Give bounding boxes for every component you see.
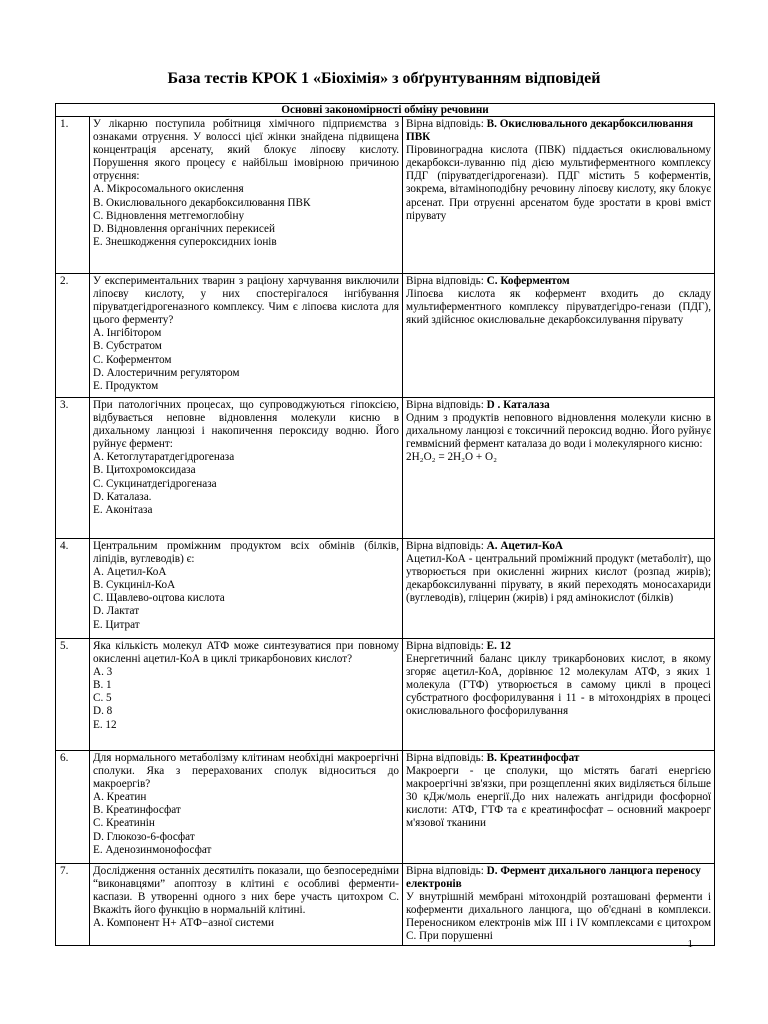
- answer-label: Вірна відповідь:: [406, 640, 484, 652]
- answer-option: A. Креатин: [93, 791, 147, 804]
- question-text: Центральним проміжним продуктом всіх обмінів (білків, ліпідів, вуглеводів) є:: [93, 540, 399, 566]
- question-text: У лікарню поступила робітниця хімічного підприємства з ознаками отруєння. У волоссі цієї жінки знайдена підвищена концентрація арсенату, який блокує ліпоєву кислоту. Порушення якого процесу є найбільш імовірною причиною отруєння:: [93, 118, 399, 183]
- question-cell: [90, 539, 403, 639]
- answer-line: [406, 752, 711, 765]
- question-cell: [90, 398, 403, 539]
- answer-cell: [403, 639, 715, 751]
- answer-option: A. 3: [93, 666, 113, 679]
- answer-option: D. Лактат: [93, 605, 140, 618]
- answer-option: C. 5: [93, 692, 112, 705]
- answer-option: A. Компонент Н+ АТФ−азної системи: [93, 917, 274, 930]
- answer-option: B. Креатинфосфат: [93, 804, 181, 817]
- document-title: База тестів КРОК 1 «Біохімія» з обґрунтуванням відповідей: [167, 70, 601, 87]
- answer-option: E. Продуктом: [93, 379, 159, 392]
- answer-option: B. Субстратом: [93, 340, 162, 353]
- question-row: [56, 398, 715, 539]
- answer-cell: [403, 398, 715, 539]
- answer-option: D. Відновлення органічних перекисей: [93, 222, 275, 235]
- answer-option: A. Інгібітором: [93, 327, 162, 340]
- answer-option: C. Креатинін: [93, 817, 155, 830]
- question-row: [56, 117, 715, 274]
- answer-option: D. Глюкозо-6-фосфат: [93, 830, 195, 843]
- answer-option: A. Мікросомального окислення: [93, 183, 244, 196]
- page-number: 1: [687, 938, 693, 950]
- test-table: [55, 103, 715, 946]
- question-text: Яка кількість молекул АТФ може синтезуватися при повному окисленні ацетил-КоА в циклі трикарбонових кислот?: [93, 640, 399, 666]
- question-number: 7.: [56, 864, 90, 946]
- question-number: 4.: [56, 539, 90, 639]
- question-number: 6.: [56, 751, 90, 864]
- question-number: 3.: [56, 398, 90, 539]
- correct-answer: A. Ацетил-КоА: [486, 540, 564, 552]
- answer-cell: [403, 751, 715, 864]
- answer-line: [406, 399, 711, 412]
- question-text: При патологічних процесах, що супроводжуються гіпоксією, відбувається неповне відновлення молекули кисню в дихальному ланцюзі і накопичення пероксиду водню. Його руйнує фермент:: [93, 399, 399, 451]
- question-cell: [90, 864, 403, 946]
- answer-option: B. 1: [93, 679, 112, 692]
- answer-option: C. Сукцинатдегідрогеназа: [93, 477, 217, 490]
- correct-answer: E. 12: [486, 640, 511, 652]
- question-row: [56, 274, 715, 398]
- question-row: [56, 751, 715, 864]
- answer-option: B. Окислювального декарбоксилювання ПВК: [93, 196, 311, 209]
- answer-option: C. Коферментом: [93, 353, 172, 366]
- chemical-formula: 2H₂O₂ = 2H₂O + O₂: [406, 451, 497, 464]
- section-title: Основні закономірності обміну речовини: [56, 104, 715, 117]
- correct-answer: D. Фермент дихального ланцюга переносу електронів: [406, 865, 701, 891]
- answer-option: E. Знешкодження супероксидних іонів: [93, 235, 277, 248]
- correct-answer: B. Креатинфосфат: [486, 752, 580, 764]
- answer-option: E. Аденозинмонофосфат: [93, 843, 212, 856]
- question-row: [56, 539, 715, 639]
- question-cell: [90, 751, 403, 864]
- question-row: [56, 639, 715, 751]
- question-cell: [90, 117, 403, 274]
- answer-explanation: Ацетил-КоА - центральний проміжний продукт (метаболіт), що утворюється при окисленні жирних кислот (розпад жирів); декарбоксилуванні пірувату, в який переходять моносахариди (вуглеводів), гліцерин (жирів) і ряд амінокислот (білків): [406, 553, 712, 605]
- answer-cell: [403, 274, 715, 398]
- question-text: Для нормального метаболізму клітинам необхідні макроергічні сполуки. Яка з перерахованих сполук відноситься до макроергів?: [93, 752, 399, 791]
- question-number: 2.: [56, 274, 90, 398]
- answer-option: C. Щавлево-оцтова кислота: [93, 592, 225, 605]
- question-text: Дослідження останніх десятиліть показали, що безпосередніми “виконавцями” апоптозу в клітині є особливі ферменти-каспази. В утворенні одного з них бере участь цитохром С. Вкажіть його функцію в нормальній клітині.: [93, 865, 399, 917]
- question-cell: [90, 639, 403, 751]
- answer-cell: [403, 864, 715, 946]
- answer-explanation: У внутрішній мембрані мітохондрій розташовані ферменти і коферменти дихального ланцюга, що об'єднані в комплекси. Переносником електронів між III і IV комплексами є цитохром С. При порушенні: [406, 891, 712, 943]
- answer-line: [406, 640, 711, 653]
- answer-label: Вірна відповідь:: [406, 752, 484, 764]
- answer-explanation: Піровиноградна кислота (ПВК) піддається окислювальному декарбокси-луванню під дією мультиферментного комплексу ПДГ (піруватдегідрогенази). ПДГ містить 5 коферментів, зокрема, вітаміноподібну речовину ліпоєву кислоту, яку блокує арсенат. При отруєнні арсенатом буде зростати в крові вміст пірувату: [406, 144, 712, 222]
- answer-explanation: Ліпоєва кислота як кофермент входить до складу мультиферментного комплексу піруватдегідро-генази (ПДГ), який здійснює окислювальне декарбоксилування пірувату: [406, 288, 712, 327]
- answer-option: E. Аконітаза: [93, 503, 153, 516]
- section-header-row: [56, 104, 715, 117]
- answer-explanation: Енергетичний баланс циклу трикарбонових кислот, в якому згоряє ацетил-КоА, дорівнює 12 молекулам АТФ, з яких 1 молекула (ГТФ) утворюється в самому циклі в процесі субстратного фосфорилування і 11 - в мітохондріях в процесі окислювального фосфорилування: [406, 653, 712, 718]
- correct-answer: C. Коферментом: [486, 275, 570, 287]
- answer-option: B. Цитохромоксидаза: [93, 464, 196, 477]
- question-rows: [56, 117, 715, 946]
- answer-label: Вірна відповідь:: [406, 399, 484, 411]
- answer-option: B. Сукциніл-КоА: [93, 579, 176, 592]
- answer-label: Вірна відповідь:: [406, 275, 484, 287]
- answer-option: E. Цитрат: [93, 618, 140, 631]
- question-text: У експериментальних тварин з раціону харчування виключили ліпоєву кислоту, у них спостерігалося інгібування піруватдегідрогеназного комплексу. Чим є ліпоєва кислота для цього ферменту?: [93, 275, 399, 327]
- answer-option: D. Алостеричним регулятором: [93, 366, 240, 379]
- answer-option: A. Кетоглутаратдегідрогеназа: [93, 451, 235, 464]
- answer-cell: [403, 539, 715, 639]
- answer-option: C. Відновлення метгемоглобіну: [93, 209, 245, 222]
- answer-line: [406, 540, 711, 553]
- answer-option: D. 8: [93, 705, 113, 718]
- correct-answer: D . Каталаза: [486, 399, 550, 411]
- answer-label: Вірна відповідь:: [406, 118, 484, 130]
- question-row: [56, 864, 715, 946]
- answer-line: [406, 865, 711, 891]
- answer-option: E. 12: [93, 718, 117, 731]
- answer-explanation: Одним з продуктів неповного відновлення молекули кисню в дихальному ланцюзі є токсичний пероксид водню. Його руйнує гемвмісний фермент каталаза до води і молекулярного кисню:: [406, 412, 712, 451]
- answer-line: [406, 118, 711, 144]
- correct-answer: B. Окислювального декарбоксилювання ПВК: [406, 118, 694, 144]
- answer-option: D. Каталаза.: [93, 490, 152, 503]
- question-cell: [90, 274, 403, 398]
- answer-explanation: Макроерги - це сполуки, що містять багаті енергією макроергічні зв'язки, при розщепленні яких виділяється більше 30 кДж/моль енергії.До них належать ангідриди фосфорної кислоти: АТФ, ГТФ та є креатинфосфат – основний макроерг м'язової тканини: [406, 765, 712, 830]
- answer-line: [406, 275, 711, 288]
- answer-label: Вірна відповідь:: [406, 865, 484, 877]
- question-number: 1.: [56, 117, 90, 274]
- answer-cell: [403, 117, 715, 274]
- answer-option: A. Ацетил-КоА: [93, 566, 167, 579]
- question-number: 5.: [56, 639, 90, 751]
- answer-label: Вірна відповідь:: [406, 540, 484, 552]
